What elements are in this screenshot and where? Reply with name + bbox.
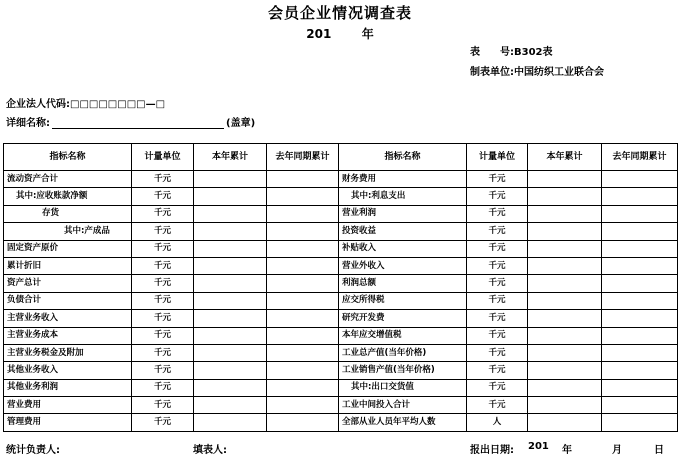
prior-year-cell[interactable] <box>267 188 339 205</box>
current-year-cell[interactable] <box>194 310 267 327</box>
unit-cell: 千元 <box>132 292 194 309</box>
current-year-cell[interactable] <box>528 292 602 309</box>
table-row <box>4 414 678 431</box>
current-year-cell[interactable] <box>194 379 267 396</box>
unit-cell: 千元 <box>132 240 194 257</box>
prior-year-cell[interactable] <box>267 379 339 396</box>
current-year-cell[interactable] <box>194 275 267 292</box>
prior-year-cell[interactable] <box>267 397 339 414</box>
unit-cell: 千元 <box>132 362 194 379</box>
indicator-name: 营业费用 <box>4 397 132 414</box>
unit-cell: 千元 <box>132 223 194 240</box>
current-year-cell[interactable] <box>528 397 602 414</box>
current-year-cell[interactable] <box>528 257 602 274</box>
current-year-cell[interactable] <box>528 275 602 292</box>
company-code <box>6 95 165 110</box>
current-year-cell[interactable] <box>528 205 602 222</box>
unit-cell: 千元 <box>132 171 194 188</box>
prior-year-cell[interactable] <box>602 310 678 327</box>
indicator-name: 财务费用 <box>339 171 467 188</box>
stamp-note: (盖章) <box>226 118 256 129</box>
table-row <box>4 292 678 309</box>
indicator-name: 累计折旧 <box>4 257 132 274</box>
prior-year-cell[interactable] <box>602 379 678 396</box>
current-year-cell[interactable] <box>194 240 267 257</box>
prior-year-cell[interactable] <box>602 414 678 431</box>
company-name-label: 详细名称: <box>6 118 50 129</box>
indicator-name: 其中:产成品 <box>4 223 132 240</box>
current-year-cell[interactable] <box>528 379 602 396</box>
indicator-name: 固定资产原价 <box>4 240 132 257</box>
table-row <box>4 257 678 274</box>
col-header: 去年同期累计 <box>267 144 339 171</box>
indicator-name: 工业销售产值(当年价格) <box>339 362 467 379</box>
indicator-name: 全部从业人员年平均人数 <box>339 414 467 431</box>
unit-cell: 千元 <box>132 327 194 344</box>
indicator-name: 主营业务成本 <box>4 327 132 344</box>
current-year-cell[interactable] <box>194 414 267 431</box>
indicator-name: 其中:出口交货值 <box>339 379 467 396</box>
table-row <box>4 275 678 292</box>
form-title: 会员企业情况调查表 <box>267 4 412 22</box>
col-header: 计量单位 <box>467 144 528 171</box>
unit-cell: 千元 <box>467 327 528 344</box>
current-year-cell[interactable] <box>194 223 267 240</box>
unit-cell: 人 <box>467 414 528 431</box>
company-name-field[interactable] <box>52 117 224 129</box>
prior-year-cell[interactable] <box>602 292 678 309</box>
current-year-cell[interactable] <box>194 327 267 344</box>
indicator-name: 补贴收入 <box>339 240 467 257</box>
prior-year-cell[interactable] <box>602 205 678 222</box>
company-code-label: 企业法人代码: <box>6 99 70 110</box>
stat-lead: 统计负责人: <box>6 445 60 456</box>
unit-cell: 千元 <box>467 292 528 309</box>
prior-year-cell[interactable] <box>267 362 339 379</box>
prior-year-cell[interactable] <box>267 327 339 344</box>
unit-cell: 千元 <box>467 275 528 292</box>
prior-year-cell[interactable] <box>267 292 339 309</box>
table-row <box>4 171 678 188</box>
prior-year-cell[interactable] <box>602 327 678 344</box>
unit-cell: 千元 <box>467 310 528 327</box>
form-year <box>0 25 680 42</box>
year-suffix: 年 <box>361 27 374 41</box>
report-day-char: 日 <box>654 445 664 456</box>
prior-year-cell[interactable] <box>602 344 678 361</box>
report-month-char: 月 <box>612 445 622 456</box>
table-row <box>4 327 678 344</box>
company-name <box>6 114 255 129</box>
prior-year-cell[interactable] <box>602 275 678 292</box>
unit-cell: 千元 <box>132 379 194 396</box>
indicator-name: 主营业务收入 <box>4 310 132 327</box>
unit-cell: 千元 <box>132 310 194 327</box>
unit-cell: 千元 <box>467 240 528 257</box>
indicator-name: 其中:利息支出 <box>339 188 467 205</box>
unit-cell: 千元 <box>132 344 194 361</box>
current-year-cell[interactable] <box>528 240 602 257</box>
unit-cell: 千元 <box>132 397 194 414</box>
table-row <box>4 397 678 414</box>
year-prefix: 201 <box>306 27 332 41</box>
indicator-name: 其他业务收入 <box>4 362 132 379</box>
current-year-cell[interactable] <box>528 223 602 240</box>
prior-year-cell[interactable] <box>267 171 339 188</box>
indicator-name: 利润总额 <box>339 275 467 292</box>
table-row <box>4 205 678 222</box>
company-code-boxes[interactable]: □□□□□□□□—□ <box>70 99 166 110</box>
issuer-value: 中国纺织工业联合会 <box>514 67 604 78</box>
col-header: 去年同期累计 <box>602 144 678 171</box>
prior-year-cell[interactable] <box>267 414 339 431</box>
indicator-name: 主营业务税金及附加 <box>4 344 132 361</box>
current-year-cell[interactable] <box>194 397 267 414</box>
unit-cell: 千元 <box>467 344 528 361</box>
indicator-name: 工业总产值(当年价格) <box>339 344 467 361</box>
prior-year-cell[interactable] <box>267 240 339 257</box>
issuer <box>470 63 604 78</box>
unit-cell: 千元 <box>467 188 528 205</box>
prior-year-cell[interactable] <box>267 310 339 327</box>
current-year-cell[interactable] <box>528 414 602 431</box>
prior-year-cell[interactable] <box>267 275 339 292</box>
prior-year-cell[interactable] <box>602 223 678 240</box>
report-date-label: 报出日期: <box>470 445 514 456</box>
indicator-name: 投资收益 <box>339 223 467 240</box>
indicator-name: 营业外收入 <box>339 257 467 274</box>
unit-cell: 千元 <box>467 257 528 274</box>
indicator-name: 存货 <box>4 205 132 222</box>
current-year-cell[interactable] <box>194 292 267 309</box>
indicator-table <box>3 143 678 432</box>
prior-year-cell[interactable] <box>602 257 678 274</box>
unit-cell: 千元 <box>132 205 194 222</box>
prior-year-cell[interactable] <box>602 240 678 257</box>
current-year-cell[interactable] <box>528 188 602 205</box>
indicator-name: 管理费用 <box>4 414 132 431</box>
indicator-name: 资产总计 <box>4 275 132 292</box>
report-year-char: 年 <box>562 445 572 456</box>
indicator-name: 营业利润 <box>339 205 467 222</box>
unit-cell: 千元 <box>132 414 194 431</box>
prior-year-cell[interactable] <box>602 362 678 379</box>
current-year-cell[interactable] <box>194 257 267 274</box>
col-header: 指标名称 <box>339 144 467 171</box>
unit-cell: 千元 <box>467 379 528 396</box>
indicator-name: 其中:应收账款净额 <box>4 188 132 205</box>
form-number-label: 表 号: <box>470 47 514 58</box>
prior-year-cell[interactable] <box>602 397 678 414</box>
indicator-name: 负债合计 <box>4 292 132 309</box>
col-header: 本年累计 <box>528 144 602 171</box>
form-number-value: B302表 <box>514 47 553 58</box>
table-row <box>4 310 678 327</box>
current-year-cell[interactable] <box>528 362 602 379</box>
current-year-cell[interactable] <box>194 344 267 361</box>
indicator-name: 工业中间投入合计 <box>339 397 467 414</box>
current-year-cell[interactable] <box>194 205 267 222</box>
table-row <box>4 379 678 396</box>
prior-year-cell[interactable] <box>267 257 339 274</box>
unit-cell: 千元 <box>132 188 194 205</box>
unit-cell: 千元 <box>467 397 528 414</box>
prior-year-cell[interactable] <box>267 344 339 361</box>
form-number <box>470 43 553 58</box>
prior-year-cell[interactable] <box>602 171 678 188</box>
table-row <box>4 344 678 361</box>
col-header: 计量单位 <box>132 144 194 171</box>
indicator-name: 流动资产合计 <box>4 171 132 188</box>
table-header-row <box>4 144 678 171</box>
table-row <box>4 240 678 257</box>
unit-cell: 千元 <box>132 257 194 274</box>
table-row <box>4 188 678 205</box>
unit-cell: 千元 <box>467 171 528 188</box>
unit-cell: 千元 <box>467 362 528 379</box>
current-year-cell[interactable] <box>194 188 267 205</box>
prior-year-cell[interactable] <box>602 188 678 205</box>
report-year-prefix: 201 <box>528 441 549 452</box>
indicator-name: 研究开发费 <box>339 310 467 327</box>
prior-year-cell[interactable] <box>267 205 339 222</box>
unit-cell: 千元 <box>467 223 528 240</box>
table-row <box>4 362 678 379</box>
current-year-cell[interactable] <box>528 344 602 361</box>
current-year-cell[interactable] <box>528 310 602 327</box>
col-header: 本年累计 <box>194 144 267 171</box>
current-year-cell[interactable] <box>194 362 267 379</box>
current-year-cell[interactable] <box>528 171 602 188</box>
current-year-cell[interactable] <box>194 171 267 188</box>
indicator-name: 应交所得税 <box>339 292 467 309</box>
filler: 填表人: <box>193 445 227 456</box>
indicator-name: 其他业务利润 <box>4 379 132 396</box>
indicator-name: 本年应交增值税 <box>339 327 467 344</box>
table-row <box>4 223 678 240</box>
col-header: 指标名称 <box>4 144 132 171</box>
prior-year-cell[interactable] <box>267 223 339 240</box>
unit-cell: 千元 <box>132 275 194 292</box>
unit-cell: 千元 <box>467 205 528 222</box>
current-year-cell[interactable] <box>528 327 602 344</box>
issuer-label: 制表单位: <box>470 67 514 78</box>
